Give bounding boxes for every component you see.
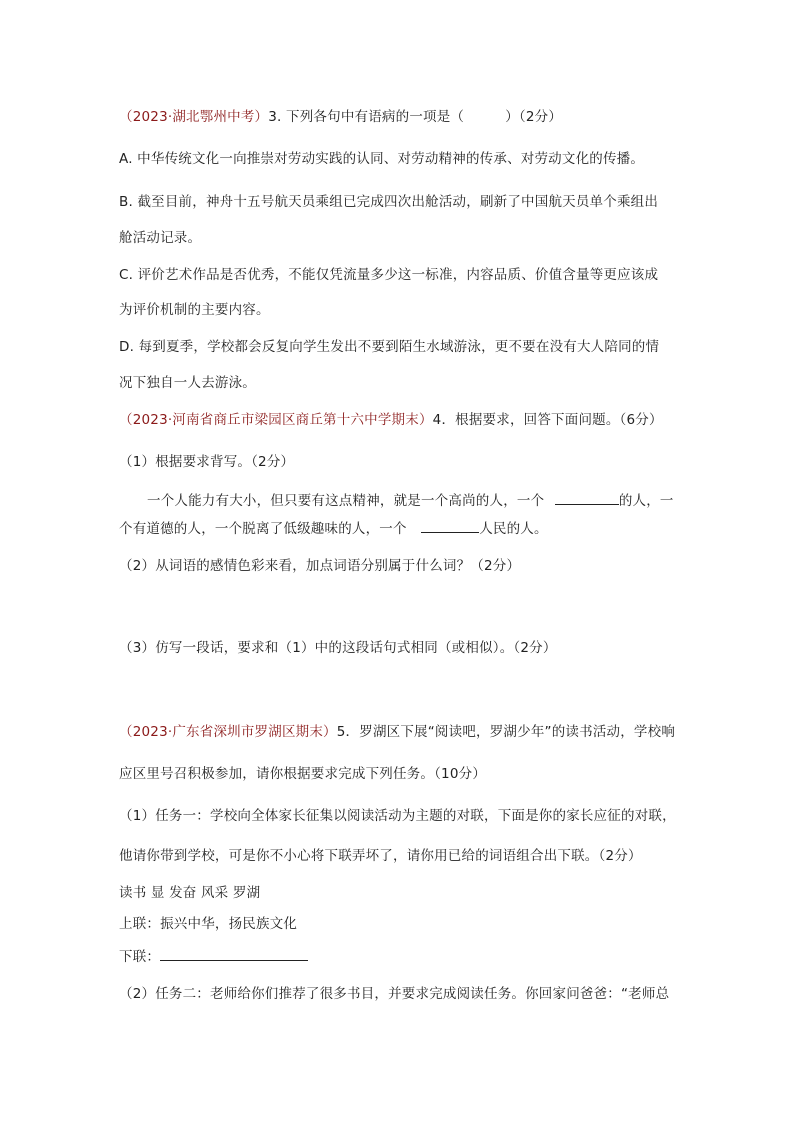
answer-blank-2[interactable] [421,518,479,533]
q4-part-1: （1）根据要求背写。（2分） [119,454,295,470]
recite-line-1 [147,490,674,511]
upper-couplet: 上联：振兴中华，扬民族文化 [119,916,298,932]
question-3-source: （2023·湖北鄂州中考） [119,109,269,125]
question-5-stem-line-2: 应区里号召积极参加，请你根据要求完成下列任务。（10分） [119,766,487,782]
question-3-header [119,107,562,127]
option-b-line-1: B. 截至目前，神舟十五号航天员乘组已完成四次出舱活动，刷新了中国航天员单个乘组出 [119,194,659,210]
recite-line-2 [119,518,548,539]
lower-couplet-label: 下联： [119,949,161,965]
lower-couplet-blank[interactable] [160,946,308,961]
recite-line-2-start: 个有道德的人，一个脱离了低级趣味的人，一个 [119,521,407,537]
task-1-line-2: 他请你带到学校，可是你不小心将下联弄坏了，请你用已给的词语组合出下联。（2分） [119,848,642,864]
recite-line-1-start: 一个人能力有大小，但只要有这点精神，就是一个高尚的人，一个 [147,493,545,509]
option-c-line-2: 为评价机制的主要内容。 [119,302,270,318]
option-a: A. 中华传统文化一向推崇对劳动实践的认同、对劳动精神的传承、对劳动文化的传播。 [119,151,645,167]
option-d-line-2: 况下独自一人去游泳。 [119,375,256,391]
q4-part-3: （3）仿写一段话，要求和（1）中的这段话句式相同（或相似）。（2分） [119,640,557,656]
question-5-header [119,722,675,742]
option-c-line-1: C. 评价艺术作品是否优秀，不能仅凭流量多少这一标准，内容品质、价值含量等更应该成 [119,267,659,283]
task-2-line-1: （2）任务二：老师给你们推荐了很多书目，并要求完成阅读任务。你回家问爸爸：“老师总 [119,986,670,1002]
option-d-line-1: D. 每到夏季，学校都会反复向学生发出不要到陌生水域游泳，更不要在没有大人陪同的情 [119,339,660,355]
question-4-header [119,410,663,430]
option-b-line-2: 舱活动记录。 [119,230,202,246]
answer-blank-1[interactable] [555,490,619,505]
question-5-source: （2023·广东省深圳市罗湖区期末） [119,724,337,740]
given-words: 读书 显 发奋 风采 罗湖 [119,885,261,901]
recite-line-1-end: 的人，一 [618,493,674,509]
question-4-source: （2023·河南省商丘市梁园区商丘第十六中学期末） [119,412,433,428]
question-4-stem: 4．根据要求，回答下面问题。（6分） [432,412,663,428]
question-5-stem: 5．罗湖区下展“阅读吧，罗湖少年”的读书活动，学校响 [336,724,676,740]
question-3-stem: 3. 下列各句中有语病的一项是（ ）（2分） [268,109,563,125]
task-1-line-1: （1）任务一：学校向全体家长征集以阅读活动为主题的对联，下面是你的家长应征的对联， [119,808,676,824]
lower-couplet [119,946,308,967]
q4-part-2: （2）从词语的感情色彩来看，加点词语分别属于什么词？（2分） [119,558,521,574]
recite-line-2-end: 人民的人。 [479,521,548,537]
